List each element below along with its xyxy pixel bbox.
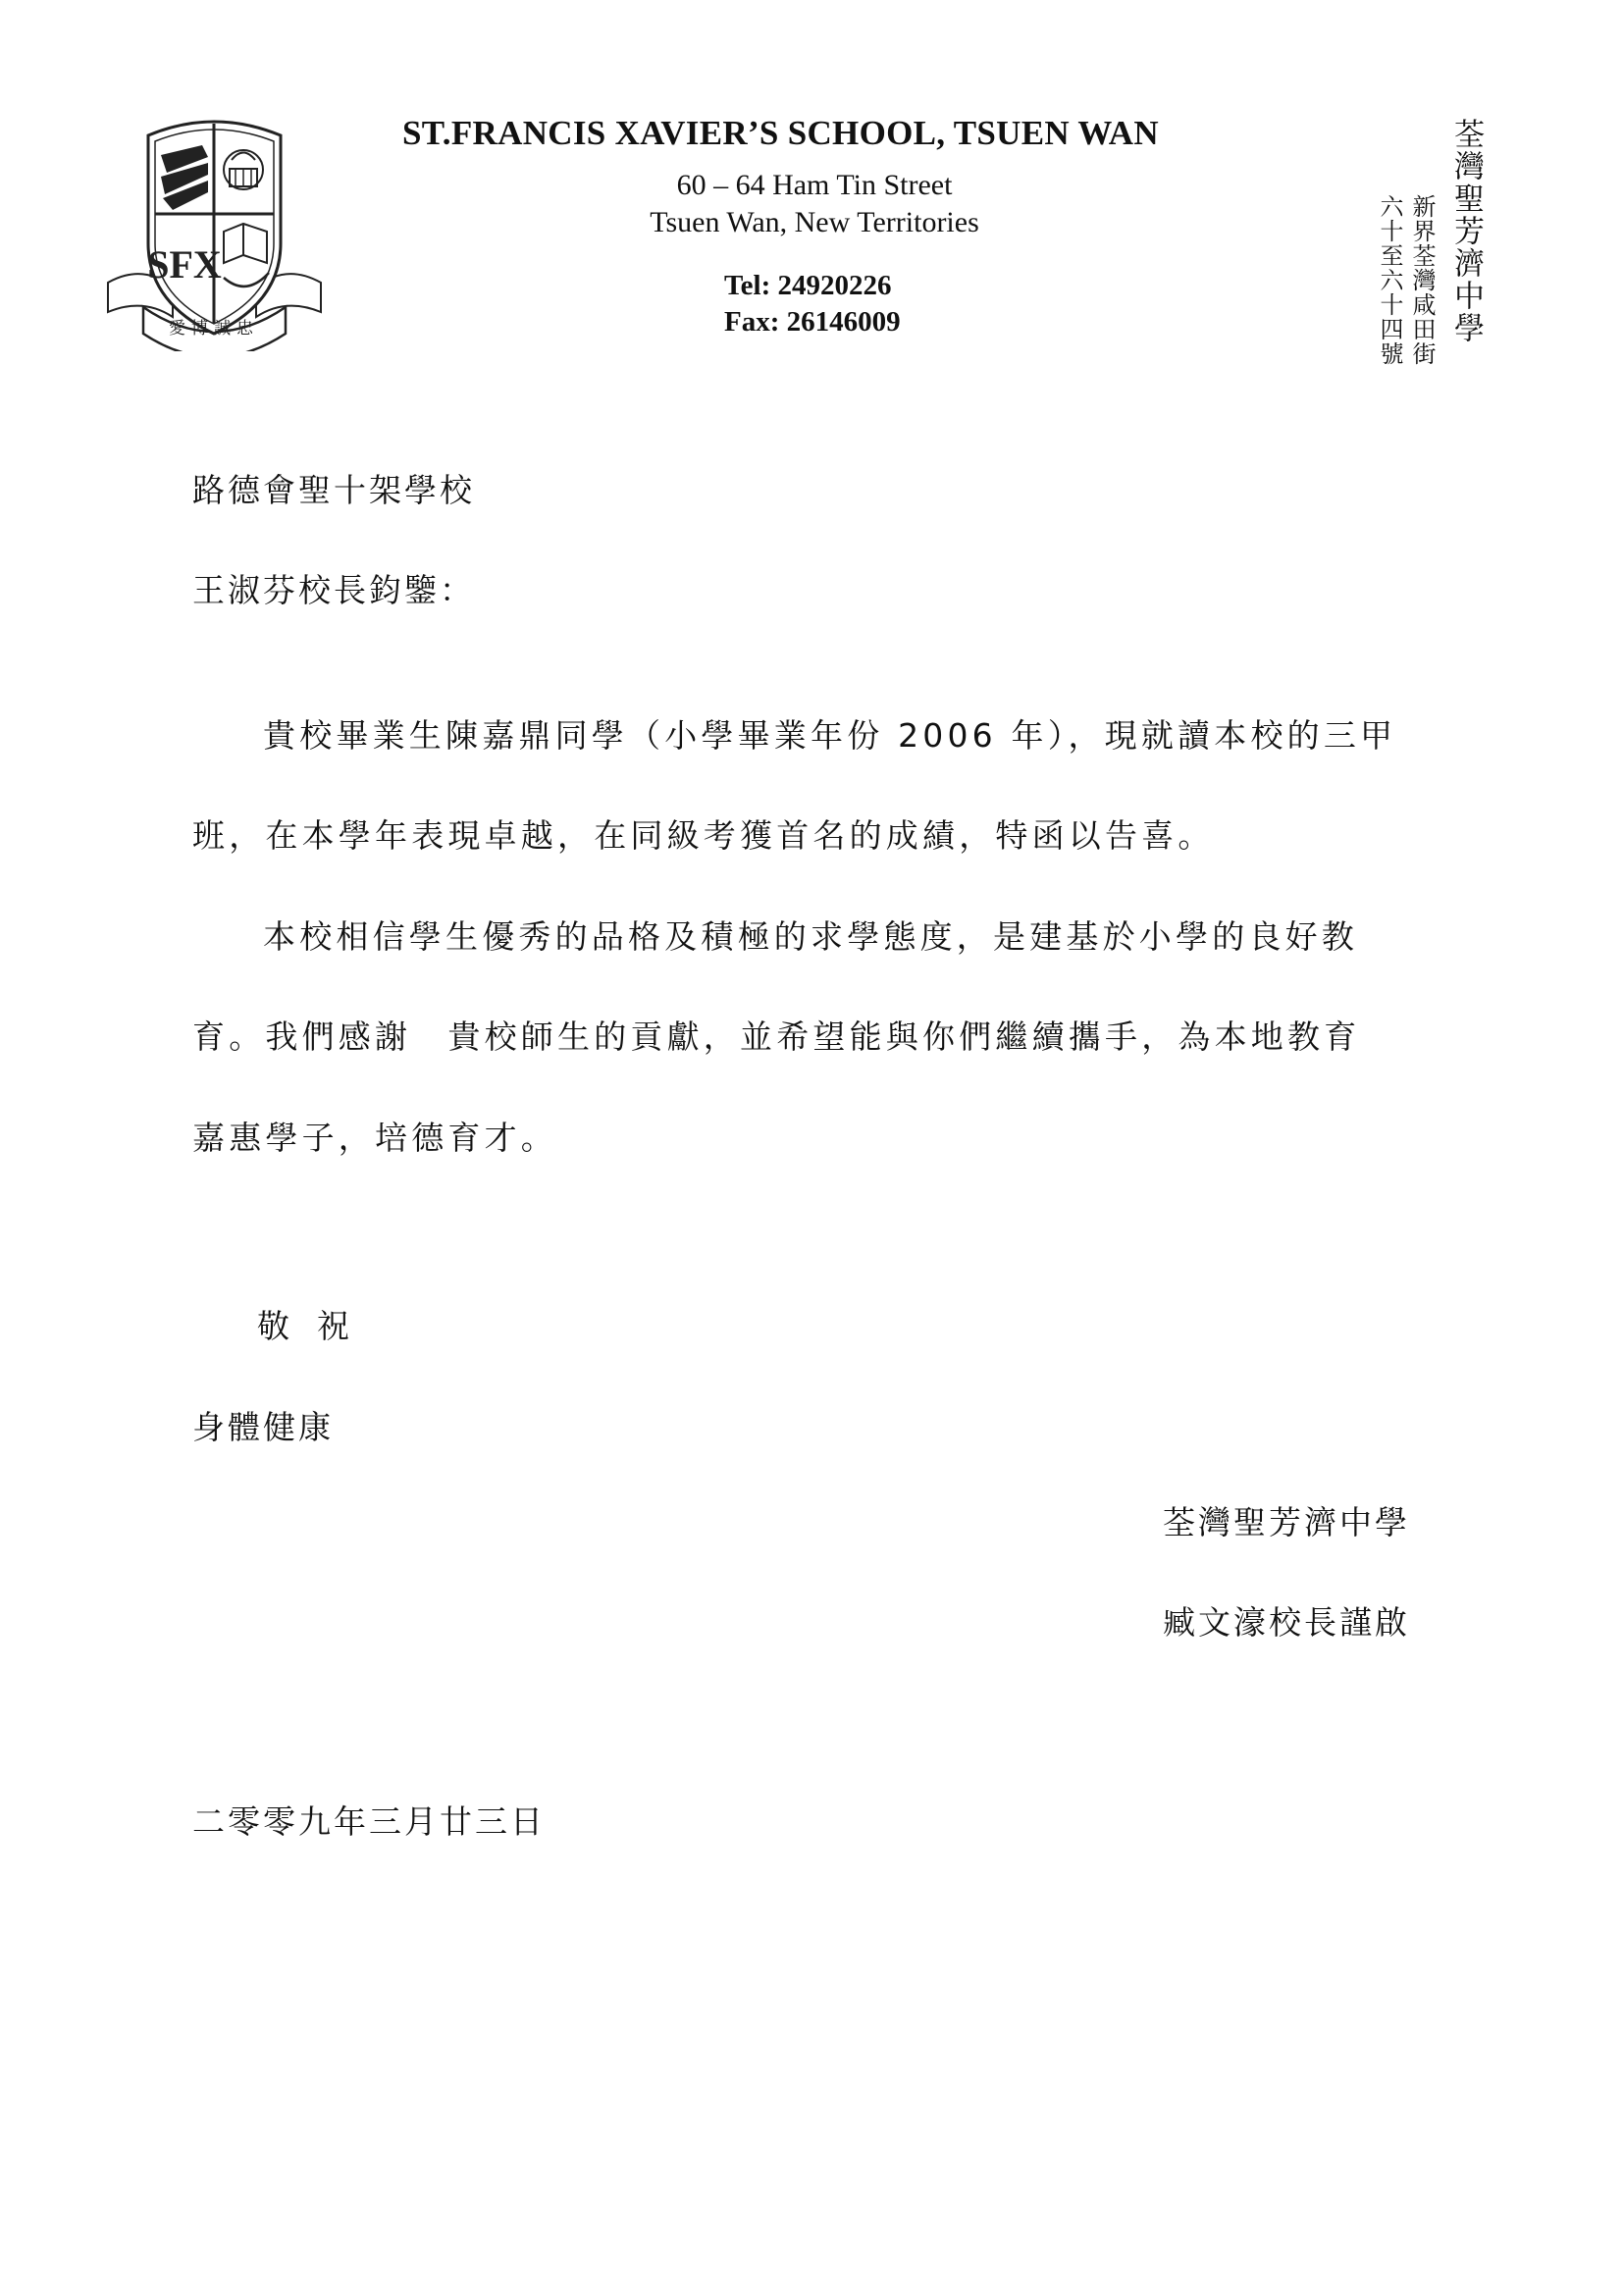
letter-date: 二零零九年三月廿三日 <box>192 1802 546 1841</box>
fax: Fax: 26146009 <box>724 306 901 338</box>
recipient-school: 路德會聖十架學校 <box>192 471 475 509</box>
telephone: Tel: 24920226 <box>724 270 892 301</box>
signature-school: 荃灣聖芳濟中學 <box>1163 1503 1410 1541</box>
address-zh-line-2: 六十至六十四號 <box>1376 194 1403 366</box>
paragraph-1-line-2: 班，在本學年表現卓越，在同級考獲首名的成績，特函以告喜。 <box>192 816 1215 855</box>
school-name-en: ST.FRANCIS XAVIER’S SCHOOL, TSUEN WAN <box>402 114 1159 152</box>
salutation: 王淑芬校長鈞鑒： <box>192 571 475 609</box>
closing-line-1: 敬祝 <box>257 1307 377 1345</box>
address-line-2: Tsuen Wan, New Territories <box>650 206 979 238</box>
school-crest-logo <box>104 116 325 351</box>
paragraph-2-line-2: 育。我們感謝 貴校師生的貢獻，並希望能與你們繼續攜手，為本地教育 <box>192 1018 1361 1056</box>
paragraph-2-line-1: 本校相信學生優秀的品格及積極的求學態度，是建基於小學的良好教 <box>263 917 1358 956</box>
signature-principal: 臧文濠校長謹啟 <box>1163 1603 1410 1642</box>
school-name-zh: 荃灣聖芳濟中學 <box>1448 118 1484 344</box>
address-line-1: 60 – 64 Ham Tin Street <box>676 169 953 201</box>
logo-motto: 愛博誠忠 <box>169 319 259 339</box>
paragraph-2-line-3: 嘉惠學子，培德育才。 <box>192 1119 557 1157</box>
address-zh-line-1: 新界荃灣咸田街 <box>1408 194 1436 366</box>
logo-monogram: SFX <box>147 242 222 287</box>
paragraph-1-line-1: 貴校畢業生陳嘉鼎同學（小學畢業年份 2006 年），現就讀本校的三甲 <box>263 716 1397 755</box>
closing-line-2: 身體健康 <box>192 1408 334 1446</box>
